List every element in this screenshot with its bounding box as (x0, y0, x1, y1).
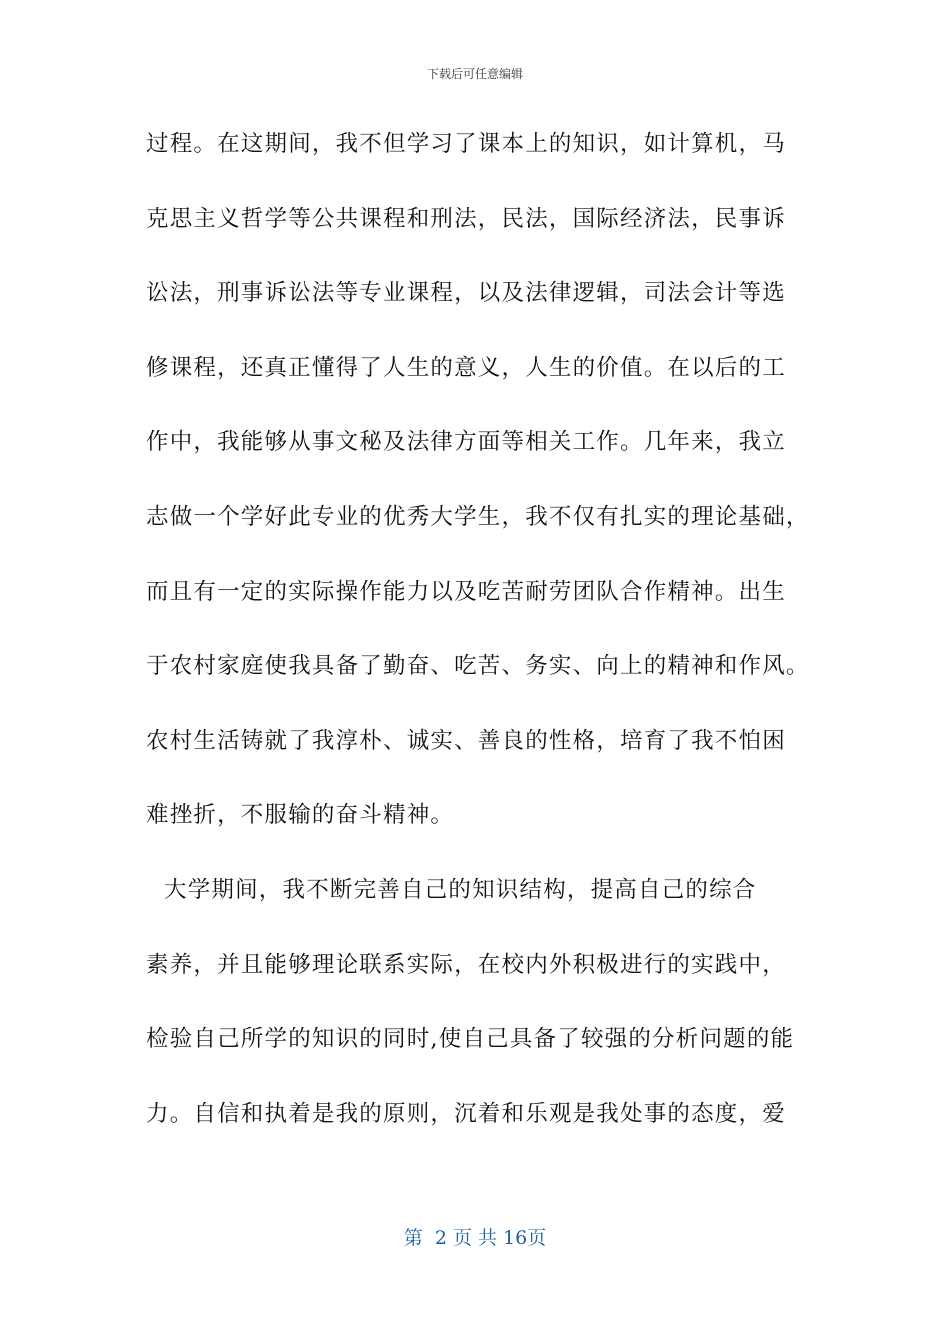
text-line: 农村生活铸就了我淳朴、诚实、善良的性格，培育了我不怕困 (146, 727, 786, 754)
text-line: 力。自信和执着是我的原则，沉着和乐观是我处事的态度，爱 (146, 1100, 786, 1127)
page-number-footer: 第 2 页 共 16页 (403, 1227, 547, 1249)
document-body (146, 122, 812, 1166)
paragraph-first-line: 大学期间，我不断完善自己的知识结构，提高自己的综合 (164, 876, 757, 903)
text-line: 志做一个学好此专业的优秀大学生，我不仅有扎实的理论基础， (146, 503, 810, 530)
text-line: 作中，我能够从事文秘及法律方面等相关工作。几年来，我立 (146, 429, 786, 456)
text-line: 克思主义哲学等公共课程和刑法，民法，国际经济法，民事诉 (146, 205, 786, 232)
text-line: 讼法，刑事诉讼法等专业课程，以及法律逻辑，司法会计等选 (146, 280, 786, 307)
text-line: 于农村家庭使我具备了勤奋、吃苦、务实、向上的精神和作风。 (146, 653, 810, 680)
page-header: 下载后可任意编辑 (426, 67, 523, 81)
text-line: 修课程，还真正懂得了人生的意义，人生的价值。在以后的工 (146, 354, 786, 381)
text-line: 素养，并且能够理论联系实际，在校内外积极进行的实践中， (146, 951, 786, 978)
text-line: 难挫折，不服输的奋斗精神。 (146, 802, 455, 829)
text-line: 而且有一定的实际操作能力以及吃苦耐劳团队合作精神。出生 (146, 578, 786, 605)
text-line: 过程。在这期间，我不但学习了课本上的知识，如计算机，马 (146, 131, 786, 157)
text-line: 检验自己所学的知识的同时,使自己具备了较强的分析问题的能 (146, 1026, 795, 1053)
